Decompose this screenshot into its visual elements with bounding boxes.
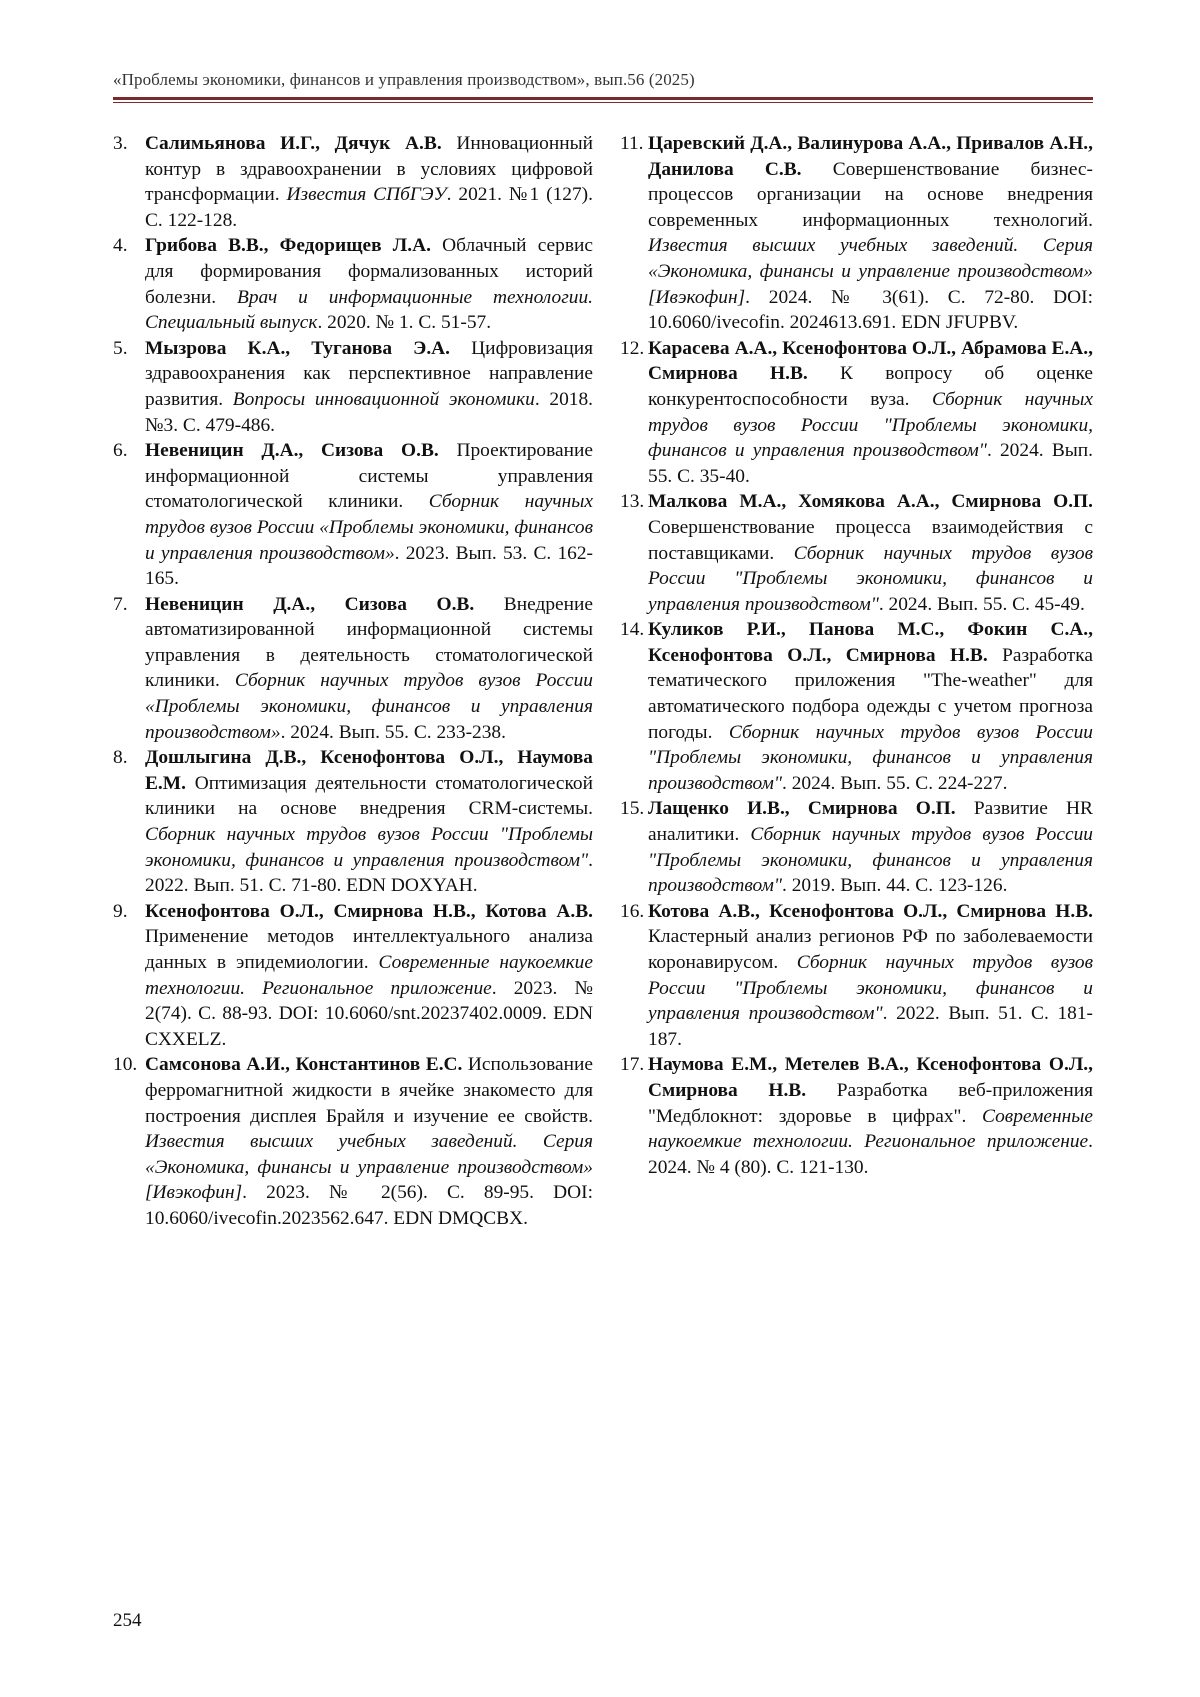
- reference-tail: . 2022. Вып. 51. С. 181-187.: [648, 1003, 1093, 1050]
- reference-tail: . 2019. Вып. 44. С. 123-126.: [782, 875, 1008, 897]
- reference-source: Современные наукоемкие технологии. Региональное приложение: [145, 952, 593, 999]
- reference-item: [113, 745, 593, 899]
- reference-item: [113, 592, 593, 746]
- reference-item: [113, 233, 593, 335]
- reference-source: Вопросы инновационной экономики: [232, 388, 535, 410]
- reference-number: 3.: [113, 133, 128, 154]
- reference-authors: Мызрова К.А., Туганова Э.А.: [145, 337, 451, 359]
- reference-number: 8.: [113, 747, 128, 769]
- reference-tail: . 2024. Вып. 55. С. 45-49.: [878, 593, 1085, 615]
- reference-number: 4.: [113, 235, 128, 257]
- reference-number: 14.: [620, 619, 645, 641]
- reference-authors: Невеницин Д.А., Сизова О.В.: [145, 440, 439, 462]
- references-left-column: [113, 131, 593, 1232]
- reference-source: Известия высших учебных заведений. Серия «Экономика, финансы и управление производством» [Ивэкофин]: [145, 1131, 593, 1204]
- reference-number: 5.: [113, 337, 128, 359]
- reference-text: [648, 1052, 1093, 1180]
- reference-tail: . 2022. Вып. 51. С. 71-80. EDN DOXYAH.: [145, 849, 593, 897]
- reference-title: Проектирование информационной системы управления стоматологической клиники.: [145, 440, 593, 513]
- reference-item: [113, 1052, 593, 1231]
- reference-number: 17.: [620, 1054, 645, 1076]
- reference-tail: . 2024. № 3(61). С. 72-80. DOI: 10.6060/ivecofin. 2024613.691. EDN JFUPBV.: [648, 286, 1093, 334]
- reference-source: Сборник научных трудов вузов России "Проблемы экономики, финансов и управления производством": [648, 721, 1093, 794]
- reference-authors: Малкова М.А., Хомякова А.А., Смирнова О.П.: [648, 491, 1093, 513]
- reference-title: Совершенствование процесса взаимодействия с поставщиками.: [648, 516, 1093, 564]
- reference-title: Применение методов интеллектуального анализа данных в эпидемиологии.: [145, 926, 593, 973]
- page-number: 254: [113, 1610, 142, 1631]
- reference-title: Развитие HR аналитики.: [648, 798, 1093, 846]
- reference-tail: . 2018. №3. С. 479-486.: [145, 388, 593, 436]
- reference-text: [145, 438, 593, 592]
- header-rule-thin: [113, 102, 1093, 103]
- reference-text: [145, 899, 593, 1053]
- reference-text: [648, 489, 1093, 617]
- reference-authors: Котова А.В., Ксенофонтова О.Л., Смирнова Н.В.: [648, 900, 1093, 922]
- reference-tail: . 2023. № 2(56). С. 89-95. DOI: 10.6060/ivecofin.2023562.647. EDN DMQCBX.: [145, 1182, 593, 1229]
- reference-source: Сборник научных трудов вузов России "Проблемы экономики, финансов и управления производством": [648, 388, 1094, 462]
- reference-item: [620, 796, 1093, 898]
- reference-text: [648, 131, 1093, 336]
- reference-title: Разработка веб-приложения "Медблокнот: здоровье в цифрах".: [648, 1079, 1093, 1127]
- reference-number: 7.: [113, 593, 128, 615]
- reference-text: [145, 745, 593, 899]
- reference-source: Сборник научных трудов вузов России «Проблемы экономики, финансов и управления производством»: [145, 491, 593, 564]
- reference-authors: Карасева А.А., Ксенофонтова О.Л., Абрамова Е.А., Смирнова Н.В.: [648, 337, 1093, 385]
- reference-text: [648, 617, 1093, 796]
- reference-authors: Невеницин Д.А., Сизова О.В.: [145, 593, 475, 615]
- reference-item: [113, 438, 593, 592]
- reference-title: Совершенствование бизнес-процессов организации на основе внедрения современных информационных технологий.: [648, 158, 1093, 231]
- reference-authors: Дошлыгина Д.В., Ксенофонтова О.Л., Наумова Е.М.: [145, 747, 593, 794]
- reference-text: [648, 899, 1093, 1053]
- reference-text: [145, 336, 593, 438]
- reference-item: [620, 617, 1093, 796]
- reference-number: 15.: [620, 798, 645, 820]
- reference-tail: . 2021. №1 (127). С. 122-128.: [145, 184, 593, 231]
- reference-text: [648, 336, 1093, 490]
- references-right-column: [620, 131, 1093, 1180]
- reference-number: 16.: [620, 900, 645, 922]
- reference-title: Использование ферромагнитной жидкости в ячейке знакоместо для построения дисплея Брайля и изучение ее свойств.: [145, 1054, 593, 1127]
- reference-tail: . 2023. Вып. 53. С. 162-165.: [145, 542, 593, 590]
- reference-authors: Наумова Е.М., Метелев В.А., Ксенофонтова О.Л., Смирнова Н.В.: [648, 1054, 1093, 1101]
- reference-tail: . 2024. Вып. 55. С. 224-227.: [782, 772, 1008, 794]
- reference-title: Облачный сервис для формирования формализованных историй болезни.: [145, 235, 594, 308]
- reference-text: [648, 796, 1093, 898]
- reference-authors: Грибова В.В., Федорищев Л.А.: [145, 235, 431, 257]
- reference-text: [145, 592, 593, 746]
- reference-item: [620, 336, 1093, 490]
- reference-number: 6.: [113, 440, 128, 462]
- reference-tail: . 2023. № 2(74). С. 88-93. DOI: 10.6060/snt.20237402.0009. EDN CXXELZ.: [145, 977, 593, 1050]
- reference-text: [145, 1052, 593, 1231]
- reference-source: Сборник научных трудов вузов России «Проблемы экономики, финансов и управления производством»: [145, 670, 593, 743]
- reference-authors: Салимьянова И.Г., Дячук А.В.: [145, 133, 442, 154]
- reference-title: Цифровизация здравоохранения как перспективное направление развития.: [145, 337, 593, 410]
- reference-tail: . 2024. Вып. 55. С. 35-40.: [648, 440, 1094, 487]
- reference-authors: Лащенко И.В., Смирнова О.П.: [648, 798, 956, 820]
- reference-source: Сборник научных трудов вузов России "Проблемы экономики, финансов и управления производством": [648, 952, 1094, 1025]
- reference-title: Инновационный контур в здравоохранении в условиях цифровой трансформации.: [145, 133, 593, 206]
- reference-tail: . 2024. № 4 (80). С. 121-130.: [648, 1131, 1093, 1178]
- reference-item: [620, 489, 1093, 617]
- reference-tail: . 2024. Вып. 55. С. 233-238.: [280, 721, 506, 743]
- reference-source: Известия высших учебных заведений. Серия «Экономика, финансы и управление производством» [Ивэкофин]: [648, 235, 1093, 308]
- reference-text: [145, 131, 593, 233]
- reference-title: Кластерный анализ регионов РФ по заболеваемости коронавирусом.: [648, 926, 1093, 973]
- reference-source: Врач и информационные технологии. Специальный выпуск: [145, 286, 593, 334]
- reference-authors: Ксенофонтова О.Л., Смирнова Н.В., Котова А.В.: [145, 900, 593, 922]
- reference-source: Сборник научных трудов вузов России "Проблемы экономики, финансов и управления производством": [648, 824, 1093, 897]
- reference-number: 10.: [113, 1054, 138, 1076]
- reference-source: Сборник научных трудов вузов России "Проблемы экономики, финансов и управления производством": [648, 542, 1093, 615]
- reference-text: [145, 233, 593, 335]
- reference-item: [620, 131, 1093, 336]
- reference-item: [113, 336, 593, 438]
- reference-item: [620, 899, 1093, 1053]
- reference-title: К вопросу об оценке конкурентоспособности вуза.: [648, 363, 1093, 410]
- reference-authors: Самсонова А.И., Константинов Е.С.: [145, 1054, 463, 1076]
- reference-authors: Царевский Д.А., Валинурова А.А., Привалов А.Н., Данилова С.В.: [648, 133, 1093, 180]
- reference-number: 12.: [620, 337, 645, 359]
- reference-authors: Куликов Р.И., Панова М.С., Фокин С.А., Ксенофонтова О.Л., Смирнова Н.В.: [648, 619, 1093, 666]
- reference-source: Сборник научных трудов вузов России "Проблемы экономики, финансов и управления производством": [145, 824, 593, 871]
- reference-number: 13.: [620, 491, 645, 513]
- reference-number: 11.: [620, 133, 644, 154]
- reference-title: Внедрение автоматизированной информационной системы управления в деятельность стоматологической клиники.: [145, 593, 593, 692]
- reference-source: Современные наукоемкие технологии. Региональное приложение: [648, 1105, 1093, 1153]
- reference-source: Известия СПбГЭУ: [286, 184, 447, 206]
- running-header: «Проблемы экономики, финансов и управления производством», вып.56 (2025): [113, 70, 695, 89]
- reference-title: Оптимизация деятельности стоматологической клиники на основе внедрения CRM-системы.: [145, 772, 593, 820]
- reference-item: [113, 899, 593, 1053]
- reference-item: [620, 1052, 1093, 1180]
- reference-item: [113, 131, 593, 233]
- reference-number: 9.: [113, 900, 128, 922]
- reference-title: Разработка тематического приложения "The-weather" для автоматического подбора одежды с учетом прогноза погоды.: [648, 644, 1094, 743]
- header-rule-thick: [113, 97, 1093, 100]
- reference-tail: . 2020. № 1. С. 51-57.: [317, 312, 492, 334]
